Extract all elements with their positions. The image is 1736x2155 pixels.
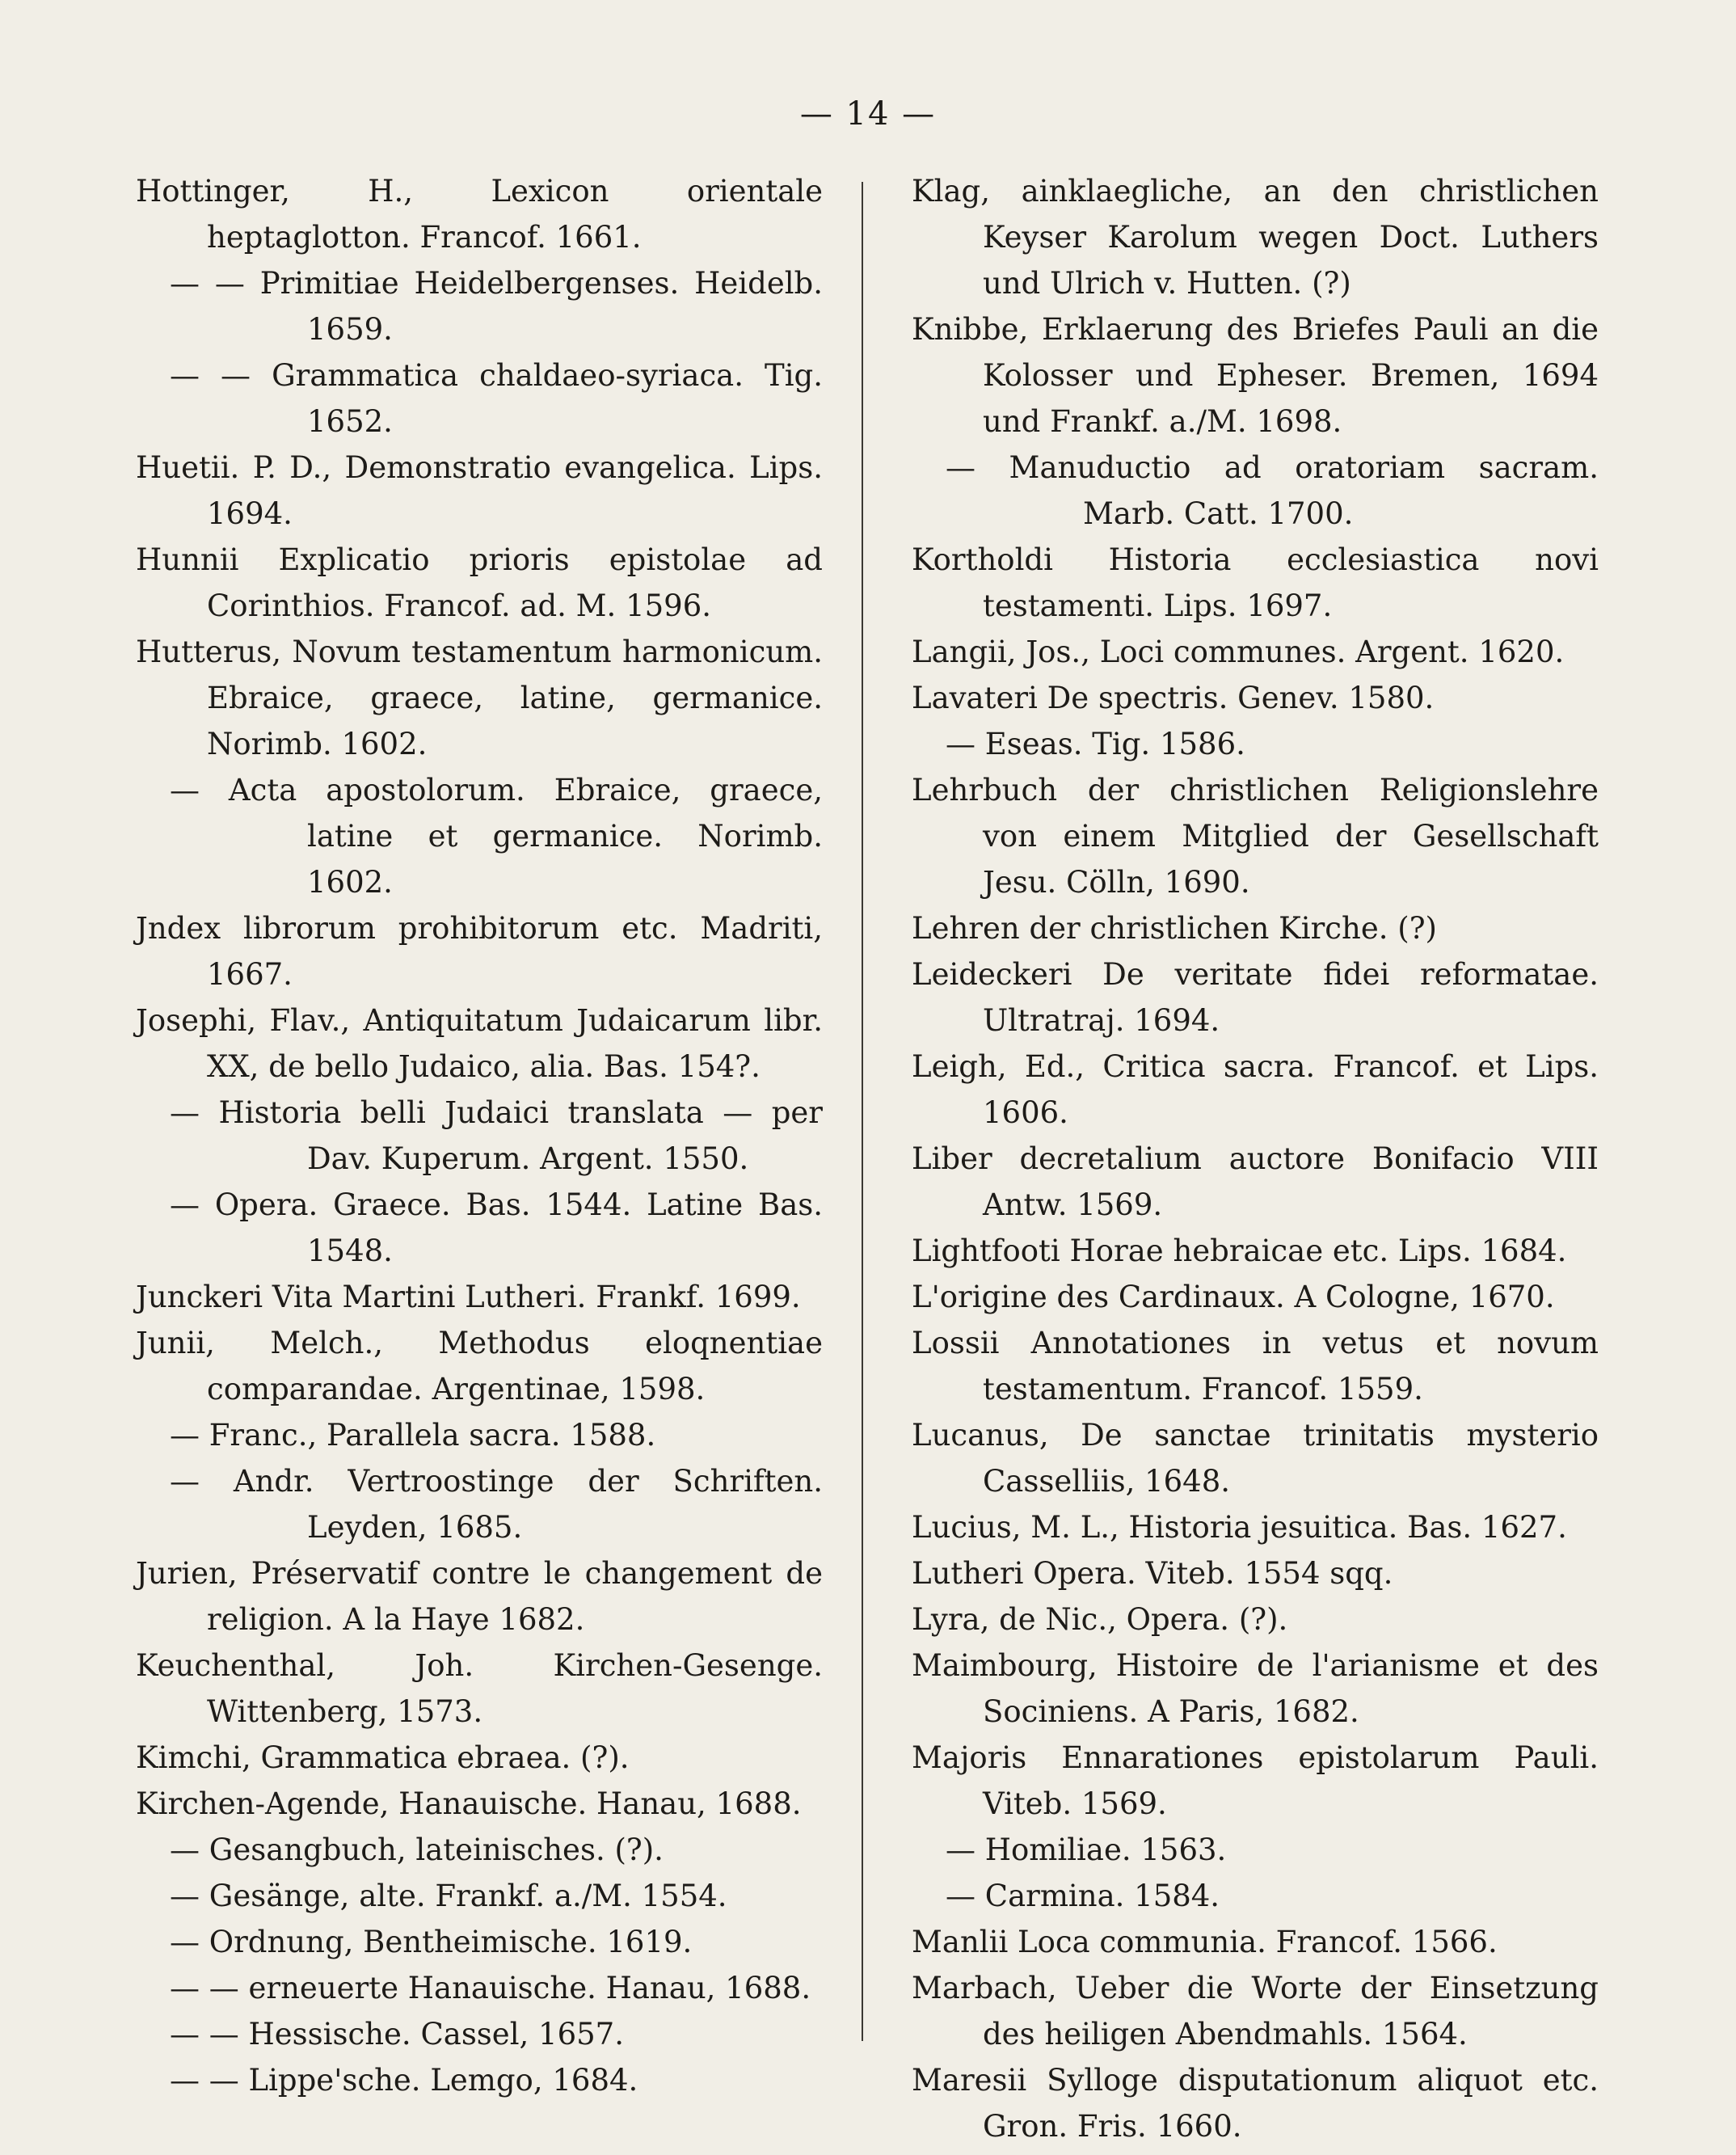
entry: — Ordnung, Bentheimische. 1619. <box>170 1925 693 1959</box>
entry: — — erneuerte Hanauische. Hanau, 1688. <box>170 1971 811 2005</box>
entry: Kimchi, Grammatica ebraea. (?). <box>136 1740 630 1775</box>
entry: — Franc., Parallela sacra. 1588. <box>170 1418 656 1453</box>
entry: — Eseas. Tig. 1586. <box>946 727 1245 761</box>
entry: Lyra, de Nic., Opera. (?). <box>912 1602 1288 1637</box>
entry: — Historia belli Judaici translata — per Dav. Kuperum. Argent. 1550. <box>170 1095 823 1176</box>
entry: Lavateri De spectris. Genev. 1580. <box>912 681 1435 715</box>
entry: Marbach, Ueber die Worte der Einsetzung des heiligen Abendmahls. 1564. <box>912 1971 1599 2052</box>
entry: Lehrbuch der christlichen Religionslehre von einem Mitglied der Gesellschaft Jesu. Cölln, 1690. <box>912 773 1599 900</box>
entry: Huetii. P. D., Demonstratio evangelica. Lips. 1694. <box>136 450 823 531</box>
entry: Manlii Loca communia. Francof. 1566. <box>912 1925 1498 1959</box>
entry: Liber decretalium auctore Bonifacio VIII Antw. 1569. <box>912 1141 1599 1222</box>
entry: Maresii Sylloge disputationum aliquot etc. Gron. Fris. 1660. <box>912 2063 1599 2144</box>
entry: Jndex librorum prohibitorum etc. Madriti, 1667. <box>136 911 823 992</box>
entry: Lucanus, De sanctae trinitatis mysterio Casselliis, 1648. <box>912 1418 1599 1499</box>
entry: Josephi, Flav., Antiquitatum Judaicarum libr. XX, de bello Judaico, alia. Bas. 154?. <box>136 1003 823 1084</box>
column-divider <box>862 182 863 2041</box>
entry: — — Hessische. Cassel, 1657. <box>170 2017 624 2052</box>
entry: — Manuductio ad oratoriam sacram. Marb. Catt. 1700. <box>946 450 1599 531</box>
entry: — Carmina. 1584. <box>946 1879 1220 1913</box>
entry: — — Lippe'sche. Lemgo, 1684. <box>170 2063 638 2098</box>
entry: — Gesänge, alte. Frankf. a./M. 1554. <box>170 1879 727 1913</box>
entry: Leideckeri De veritate fidei reformatae. Ultratraj. 1694. <box>912 957 1599 1038</box>
entry: Kortholdi Historia ecclesiastica novi testamenti. Lips. 1697. <box>912 542 1599 623</box>
entry: Leigh, Ed., Critica sacra. Francof. et Lips. 1606. <box>912 1049 1599 1130</box>
entry: Lehren der christlichen Kirche. (?) <box>912 911 1437 946</box>
entry: Lightfooti Horae hebraicae etc. Lips. 1684. <box>912 1234 1567 1268</box>
entry: Junckeri Vita Martini Lutheri. Frankf. 1699. <box>136 1280 801 1314</box>
entry: Lucius, M. L., Historia jesuitica. Bas. 1627. <box>912 1510 1567 1545</box>
entry: Maimbourg, Histoire de l'arianisme et des Sociniens. A Paris, 1682. <box>912 1648 1599 1729</box>
entry: Jurien, Préservatif contre le changement de religion. A la Haye 1682. <box>136 1556 823 1637</box>
left-column <box>136 168 823 2103</box>
entry: — — Grammatica chaldaeo-syriaca. Tig. 1652. <box>170 358 823 439</box>
entry: Keuchenthal, Joh. Kirchen-Gesenge. Wittenberg, 1573. <box>136 1648 823 1729</box>
entry: Junii, Melch., Methodus eloqnentiae comparandae. Argentinae, 1598. <box>136 1326 823 1406</box>
entry: — Andr. Vertroostinge der Schriften. Leyden, 1685. <box>170 1464 823 1545</box>
entry: — Opera. Graece. Bas. 1544. Latine Bas. 1548. <box>170 1187 823 1268</box>
entry: Kirchen-Agende, Hanauische. Hanau, 1688. <box>136 1786 802 1821</box>
entry: L'origine des Cardinaux. A Cologne, 1670. <box>912 1280 1555 1314</box>
entry: Knibbe, Erklaerung des Briefes Pauli an die Kolosser und Epheser. Bremen, 1694 und Frankf. a./M. 1698. <box>912 312 1599 439</box>
entry: Klag, ainklaegliche, an den christlichen Keyser Karolum wegen Doct. Luthers und Ulrich v. Hutten. (?) <box>912 174 1599 301</box>
entry: — Homiliae. 1563. <box>946 1832 1227 1867</box>
entry: — Gesangbuch, lateinisches. (?). <box>170 1832 664 1867</box>
entry: Langii, Jos., Loci communes. Argent. 1620. <box>912 635 1565 669</box>
entry: Lossii Annotationes in vetus et novum testamentum. Francof. 1559. <box>912 1326 1599 1406</box>
entry: Hunnii Explicatio prioris epistolae ad Corinthios. Francof. ad. M. 1596. <box>136 542 823 623</box>
page-number: — 14 — <box>799 95 937 133</box>
entry: Lutheri Opera. Viteb. 1554 sqq. <box>912 1556 1393 1591</box>
right-column <box>912 168 1599 2149</box>
entry: Hutterus, Novum testamentum harmonicum. Ebraice, graece, latine, germanice. Norimb. 1602. <box>136 635 823 761</box>
entry: Majoris Ennarationes epistolarum Pauli. Viteb. 1569. <box>912 1740 1599 1821</box>
entry: — Acta apostolorum. Ebraice, graece, latine et germanice. Norimb. 1602. <box>170 773 823 900</box>
entry: — — Primitiae Heidelbergenses. Heidelb. 1659. <box>170 266 823 347</box>
entry: Hottinger, H., Lexicon orientale heptaglotton. Francof. 1661. <box>136 174 823 255</box>
